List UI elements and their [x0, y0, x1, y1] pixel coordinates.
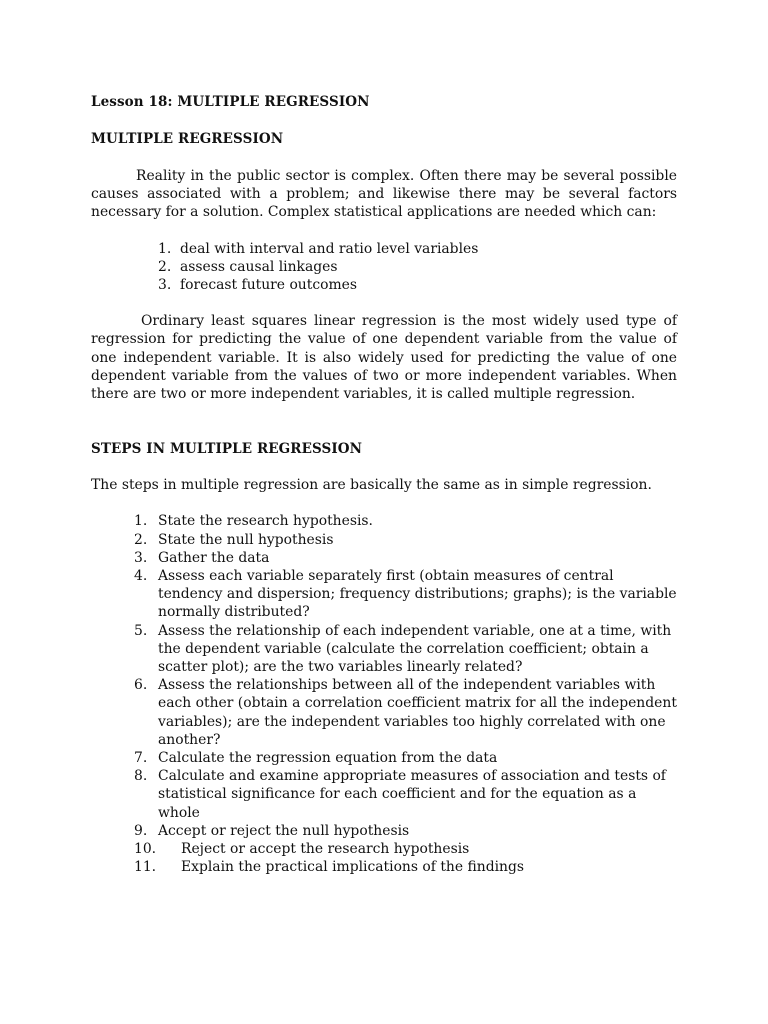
step-text: Calculate the regression equation from the data [158, 750, 498, 767]
step-number: 7. [134, 750, 148, 767]
step-number: 3. [134, 549, 148, 566]
step-item [91, 822, 677, 840]
step-text: Explain the practical implications of the findings [181, 859, 525, 876]
step-item [91, 622, 677, 677]
document-page [91, 92, 677, 877]
list-item [91, 240, 677, 258]
step-number: 5. [134, 622, 148, 639]
step-number: 11. [134, 859, 157, 876]
step-text: Accept or reject the null hypothesis [158, 822, 410, 839]
list-item-text: forecast future outcomes [180, 277, 357, 294]
step-text: Calculate and examine appropriate measures of association and tests of statistical significance for each coefficient and for the equation as a whole [158, 768, 666, 821]
step-item [91, 512, 677, 530]
step-item [91, 858, 677, 876]
step-number: 8. [134, 768, 148, 785]
list-item-text: deal with interval and ratio level variables [180, 240, 479, 257]
list-item [91, 258, 677, 276]
step-number: 9. [134, 822, 148, 839]
steps-intro: The steps in multiple regression are basically the same as in simple regression. [91, 477, 652, 494]
step-text: State the null hypothesis [158, 531, 334, 548]
step-item [91, 676, 677, 749]
step-text: Assess the relationships between all of the independent variables with each other (obtain a correlation coefficient matrix for all the independent variables); are the independent variables too highly correlated with one another? [158, 677, 677, 748]
list-item-number: 3. [158, 277, 172, 294]
step-item [91, 767, 677, 822]
step-item [91, 549, 677, 567]
step-number: 1. [134, 513, 148, 530]
capabilities-list [91, 240, 677, 295]
intro-paragraph: Reality in the public sector is complex. Often there may be several possible causes associated with a problem; and likewise there may be several factors necessary for a solution. Complex statistical applications are needed which can: [91, 168, 677, 221]
step-number: 4. [134, 568, 148, 585]
list-item-number: 1. [158, 240, 172, 257]
step-item [91, 749, 677, 767]
list-item-text: assess causal linkages [180, 258, 338, 275]
step-text: Assess the relationship of each independent variable, one at a time, with the dependent variable (calculate the correlation coefficient; obtain a scatter plot); are the two variables linearly related? [158, 622, 672, 676]
step-text: Assess each variable separately first (obtain measures of central tendency and dispersion; frequency distributions; graphs); is the variable normally distributed? [158, 568, 677, 621]
steps-title: STEPS IN MULTIPLE REGRESSION [91, 441, 363, 458]
step-item [91, 531, 677, 549]
step-text: Gather the data [158, 549, 270, 566]
step-text: Reject or accept the research hypothesis [181, 841, 470, 858]
step-item [91, 567, 677, 622]
step-item [91, 840, 677, 858]
ols-paragraph: Ordinary least squares linear regression is the most widely used type of regression for predicting the value of one dependent variable from the value of one independent variable. It is also widely used for predicting the value of one dependent variable from the values of two or more independent variables. When there are two or more independent variables, it is called multiple regression. [91, 313, 677, 403]
steps-list [91, 512, 677, 876]
lesson-title: Lesson 18: MULTIPLE REGRESSION [91, 94, 370, 110]
step-number: 6. [134, 677, 148, 694]
list-item-number: 2. [158, 258, 172, 275]
list-item [91, 276, 677, 294]
step-number: 10. [134, 841, 157, 858]
section-title: MULTIPLE REGRESSION [91, 131, 284, 147]
step-text: State the research hypothesis. [158, 513, 373, 530]
step-number: 2. [134, 531, 148, 548]
